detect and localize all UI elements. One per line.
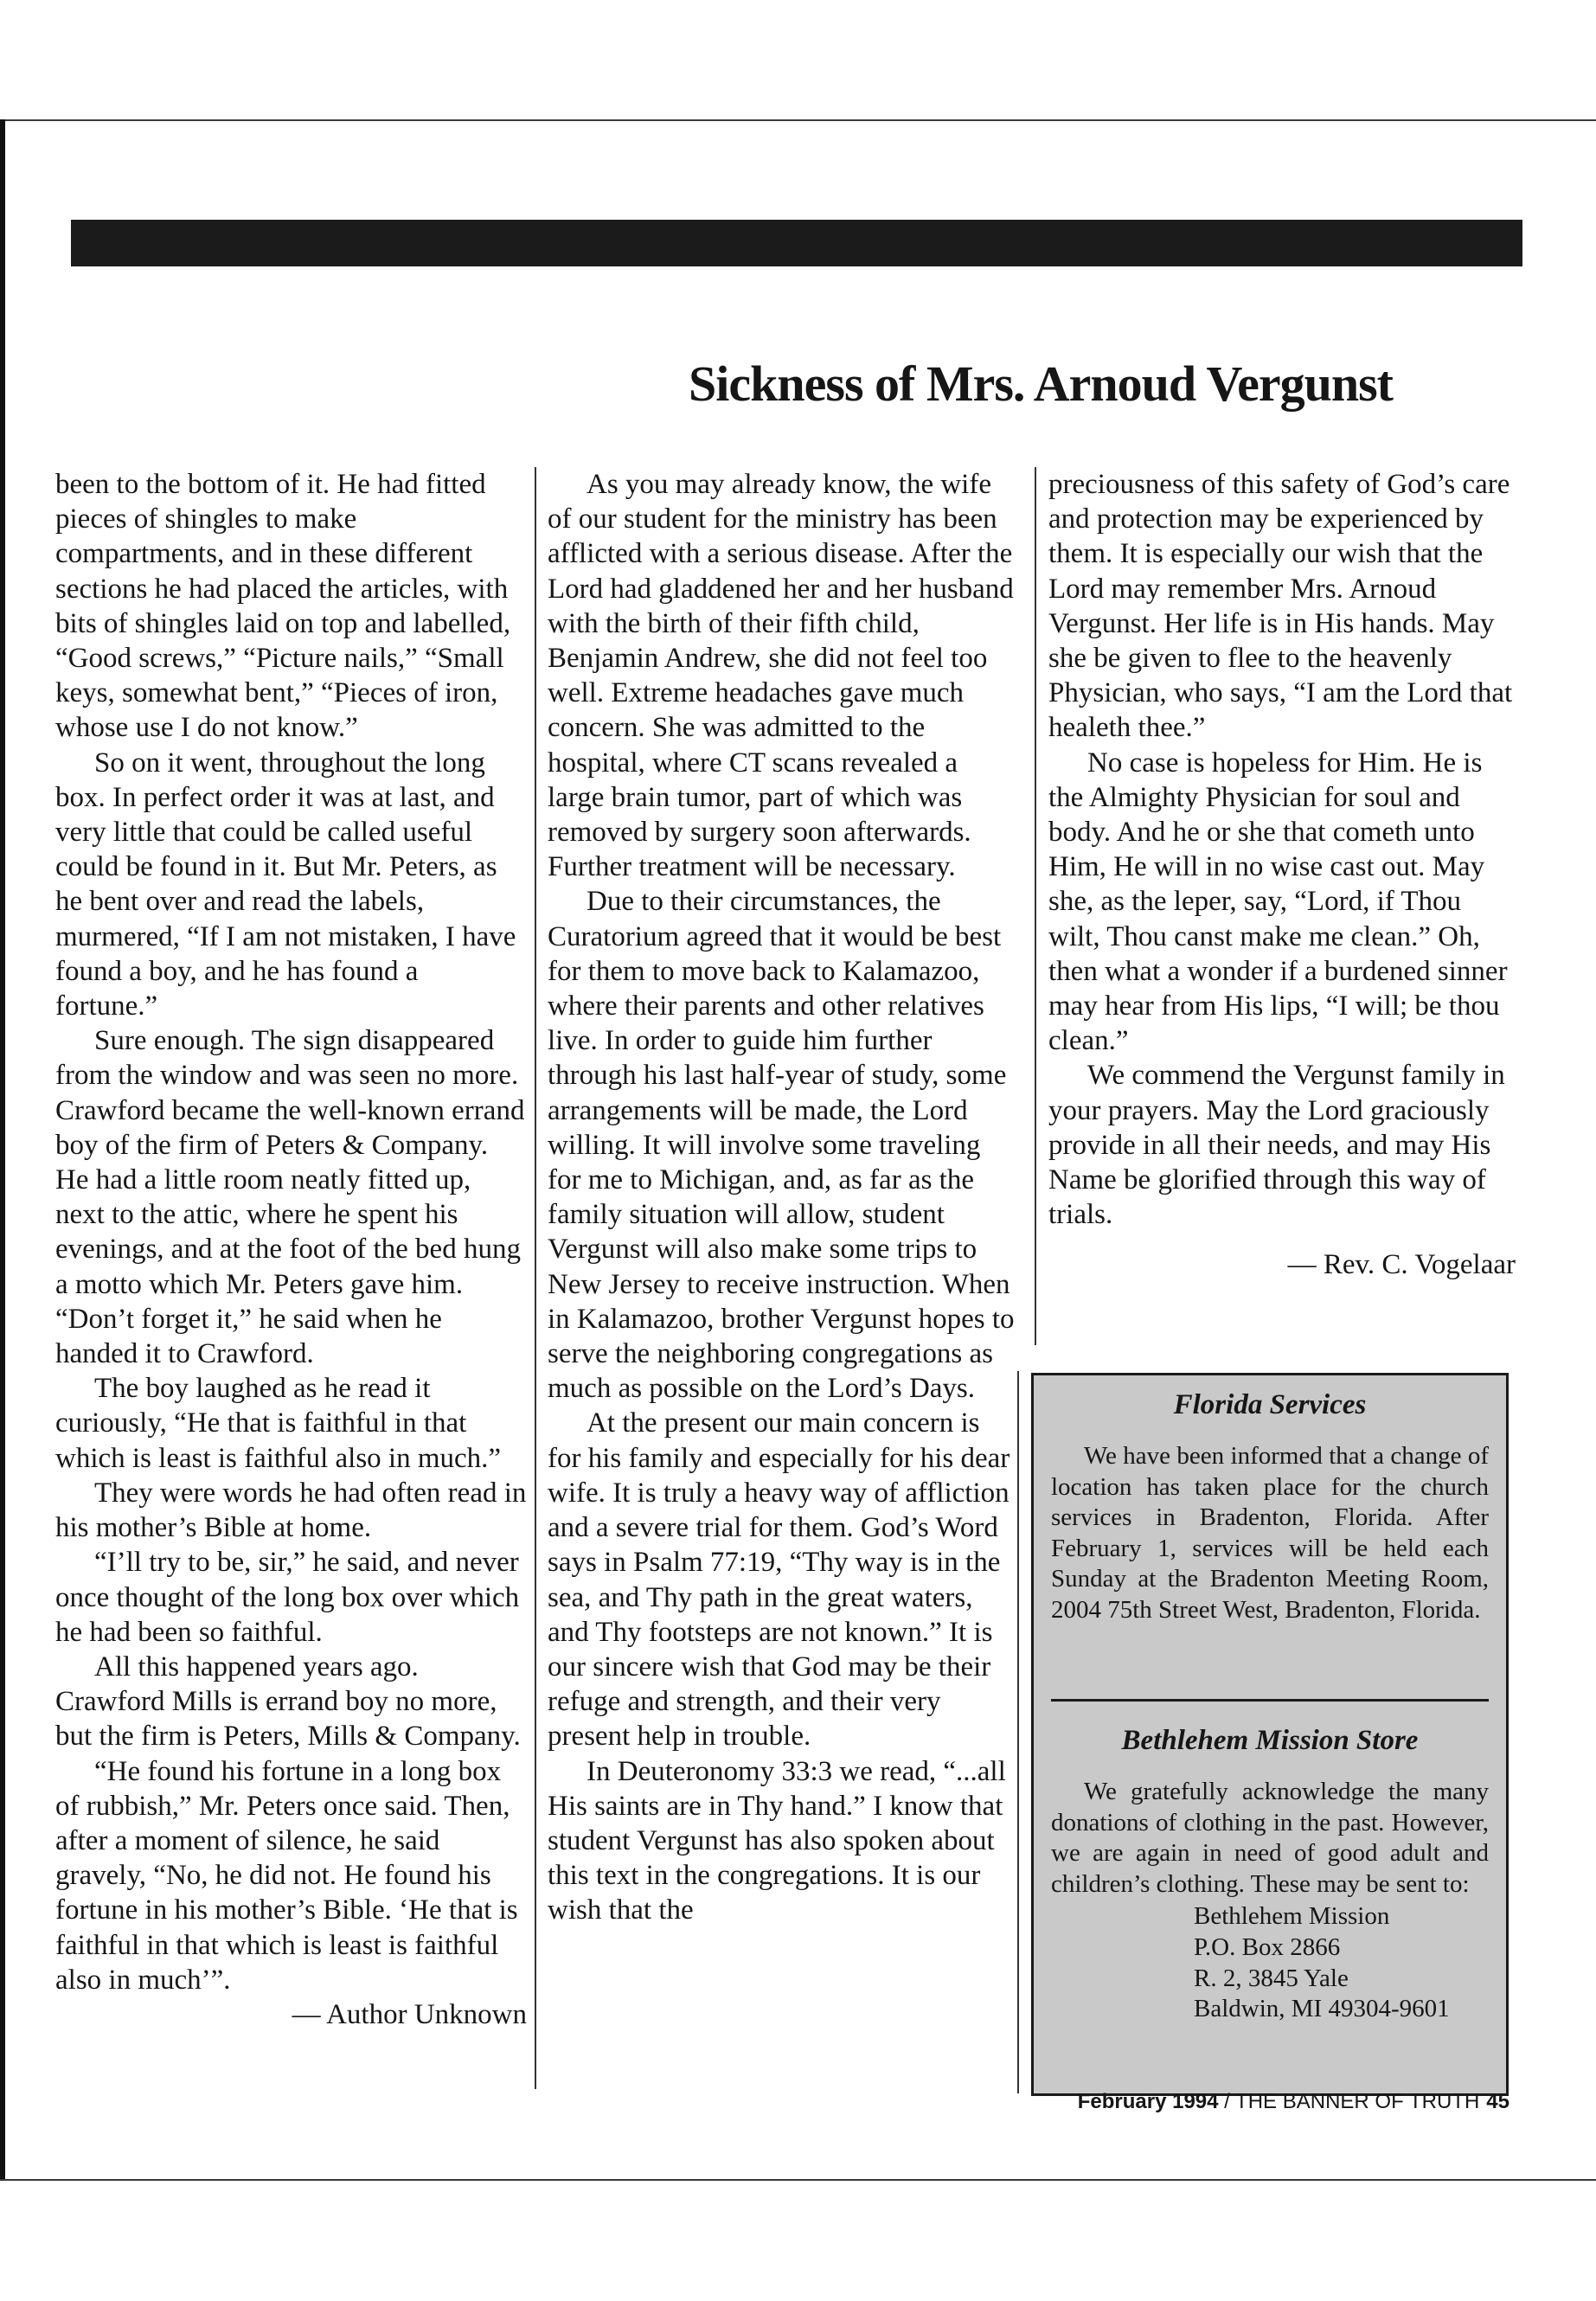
paragraph: As you may already know, the wife of our student for the ministry has been afflicted with a serious disease. After the Lord had gladdened her and her husband with the birth of their fifth child, Benjamin Andrew, she did not feel too well. Extreme headaches gave much concern. She was admitted to the hospital, where CT scans revealed a large brain tumor, part of which was removed by surgery soon afterwards. Further treatment will be necessary. [548,469,1014,883]
address-line: Baldwin, MI 49304-9601 [1194,1995,1450,2023]
mailing-address [1194,1901,1506,2024]
paragraph: No case is hopeless for Him. He is the Almighty Physician for soul and body. And he or she that cometh unto Him, He will in no wise cast out. May she, as the leper, say, “Lord, if Thou wilt, Thou canst make me clean.” Oh, then what a wonder if a burdened sinner may hear from His lips, “I will; be thou clean.” [1048,747,1508,1057]
paragraph: “He found his fortune in a long box of rubbish,” Mr. Peters once said. Then, after a moment of silence, he said gravely, “No, he did not. He found his fortune in his mother’s Bible. ‘He that is faithful in that which is least is faithful also in much’”. [55,1755,518,1996]
article-headline: Sickness of Mrs. Arnoud Vergunst [689,356,1393,412]
column-divider [1017,1371,1019,2093]
issue-date: February 1994 [1077,2090,1219,2113]
page-top-rule [0,119,1596,121]
header-banner-bar [71,220,1522,266]
florida-services-notice [1034,1386,1506,1626]
paragraph: We commend the Vergunst family in your prayers. May the Lord graciously provide in all their needs, and may His Name be glorified through this way of trials. [1048,1060,1505,1231]
notice-text: We gratefully acknowledge the many donations of clothing in the past. However, we are again in need of good adult and children’s clothing. These may be sent to: [1051,1778,1489,1898]
paragraph: They were words he had often read in his mother’s Bible at home. [55,1477,527,1544]
mission-store-notice [1034,1721,1506,2025]
address-line: P.O. Box 2866 [1194,1932,1341,1961]
column-divider [535,467,536,2089]
paragraph: “I’ll try to be, sir,” he said, and never once thought of the long box over which he had been so faithful. [55,1547,520,1648]
page-number: 45 [1486,2090,1509,2113]
paragraph: been to the bottom of it. He had fitted pieces of shingles to make compartments, and in these different sections he had placed the articles, with bits of shingles laid on top and labelled, “Good screws,” “Picture nails,” “Small keys, somewhat bent,” “Pieces of iron, whose use I do not know.” [55,469,511,744]
paragraph: In Deuteronomy 33:3 we read, “...all His saints are in Thy hand.” I know that student Vergunst has also spoken about this text in the congregations. It is our wish that the [548,1755,1006,1926]
scan-left-edge [0,119,5,2181]
page-footer [1078,2090,1509,2114]
column-2 [548,467,1015,1928]
notice-title: Bethlehem Mission Store [1121,1725,1419,1756]
paragraph: At the present our main concern is for his family and especially for his dear wife. It is truly a heavy way of affliction and a severe trial for them. God’s Word says in Psalm 77:19, “Thy way is in the sea, and Thy path in the great waters, and Thy footsteps are not known.” It is our sincere wish that God may be their refuge and strength, and their very present help in trouble. [548,1407,1010,1753]
paragraph: preciousness of this safety of God’s care and protection may be experienced by them. It is especially our wish that the Lord may remember Mrs. Arnoud Vergunst. Her life is in His hands. May she be given to flee to the heavenly Physician, who says, “I am the Lord that healeth thee.” [1048,469,1513,744]
sidebar-divider [1051,1699,1489,1702]
paragraph: The boy laughed as he read it curiously, “He that is faithful in that which is least is faithful also in much.” [55,1373,502,1474]
column-3 [1048,467,1516,1283]
notice-title: Florida Services [1173,1389,1367,1420]
author-signature: — Author Unknown [292,1998,527,2030]
paragraph: Sure enough. The sign disappeared from the window and was seen no more. Crawford became the well-known errand boy of the firm of Peters & Company. He had a little room neatly fitted up, next to the attic, where he spent his evenings, and at the foot of the bed hung a motto which Mr. Peters gave him. “Don’t forget it,” he said when he handed it to Crawford. [55,1025,525,1370]
column-1 [55,467,527,2032]
notice-text: We have been informed that a change of location has taken place for the church services in Bradenton, Florida. After February 1, services will be held each Sunday at the Bradenton Meeting Room, 2004 75th Street West, Bradenton, Florida. [1051,1442,1489,1624]
paragraph: Due to their circumstances, the Curatorium agreed that it would be best for them to move back to Kalamazoo, where their parents and other relatives live. In order to guide him further through his last half-year of study, some arrangements will be made, the Lord willing. It will involve some traveling for me to Michigan, and, as far as the family situation will allow, student Vergunst will also make some trips to New Jersey to receive instruction. When in Kalamazoo, brother Vergunst hopes to serve the neighboring congregations as much as possible on the Lord’s Days. [548,886,1015,1405]
notices-sidebar [1031,1373,1509,2096]
address-line: Bethlehem Mission [1194,1902,1390,1931]
paragraph: All this happened years ago. Crawford Mills is errand boy no more, but the firm is Peters, Mills & Company. [55,1650,521,1753]
author-signature: — Rev. C. Vogelaar [1287,1249,1516,1281]
paragraph: So on it went, throughout the long box. In perfect order it was at last, and very little that could be called useful could be found in it. But Mr. Peters, as he bent over and read the labels, murmered, “If I am not mistaken, I have found a boy, and he has found a fortune.” [55,747,516,1022]
column-divider [1035,467,1036,1345]
page-bottom-rule [0,2179,1596,2181]
address-line: R. 2, 3845 Yale [1194,1964,1349,1992]
publication-name: / THE BANNER OF TRUTH [1218,2090,1480,2113]
